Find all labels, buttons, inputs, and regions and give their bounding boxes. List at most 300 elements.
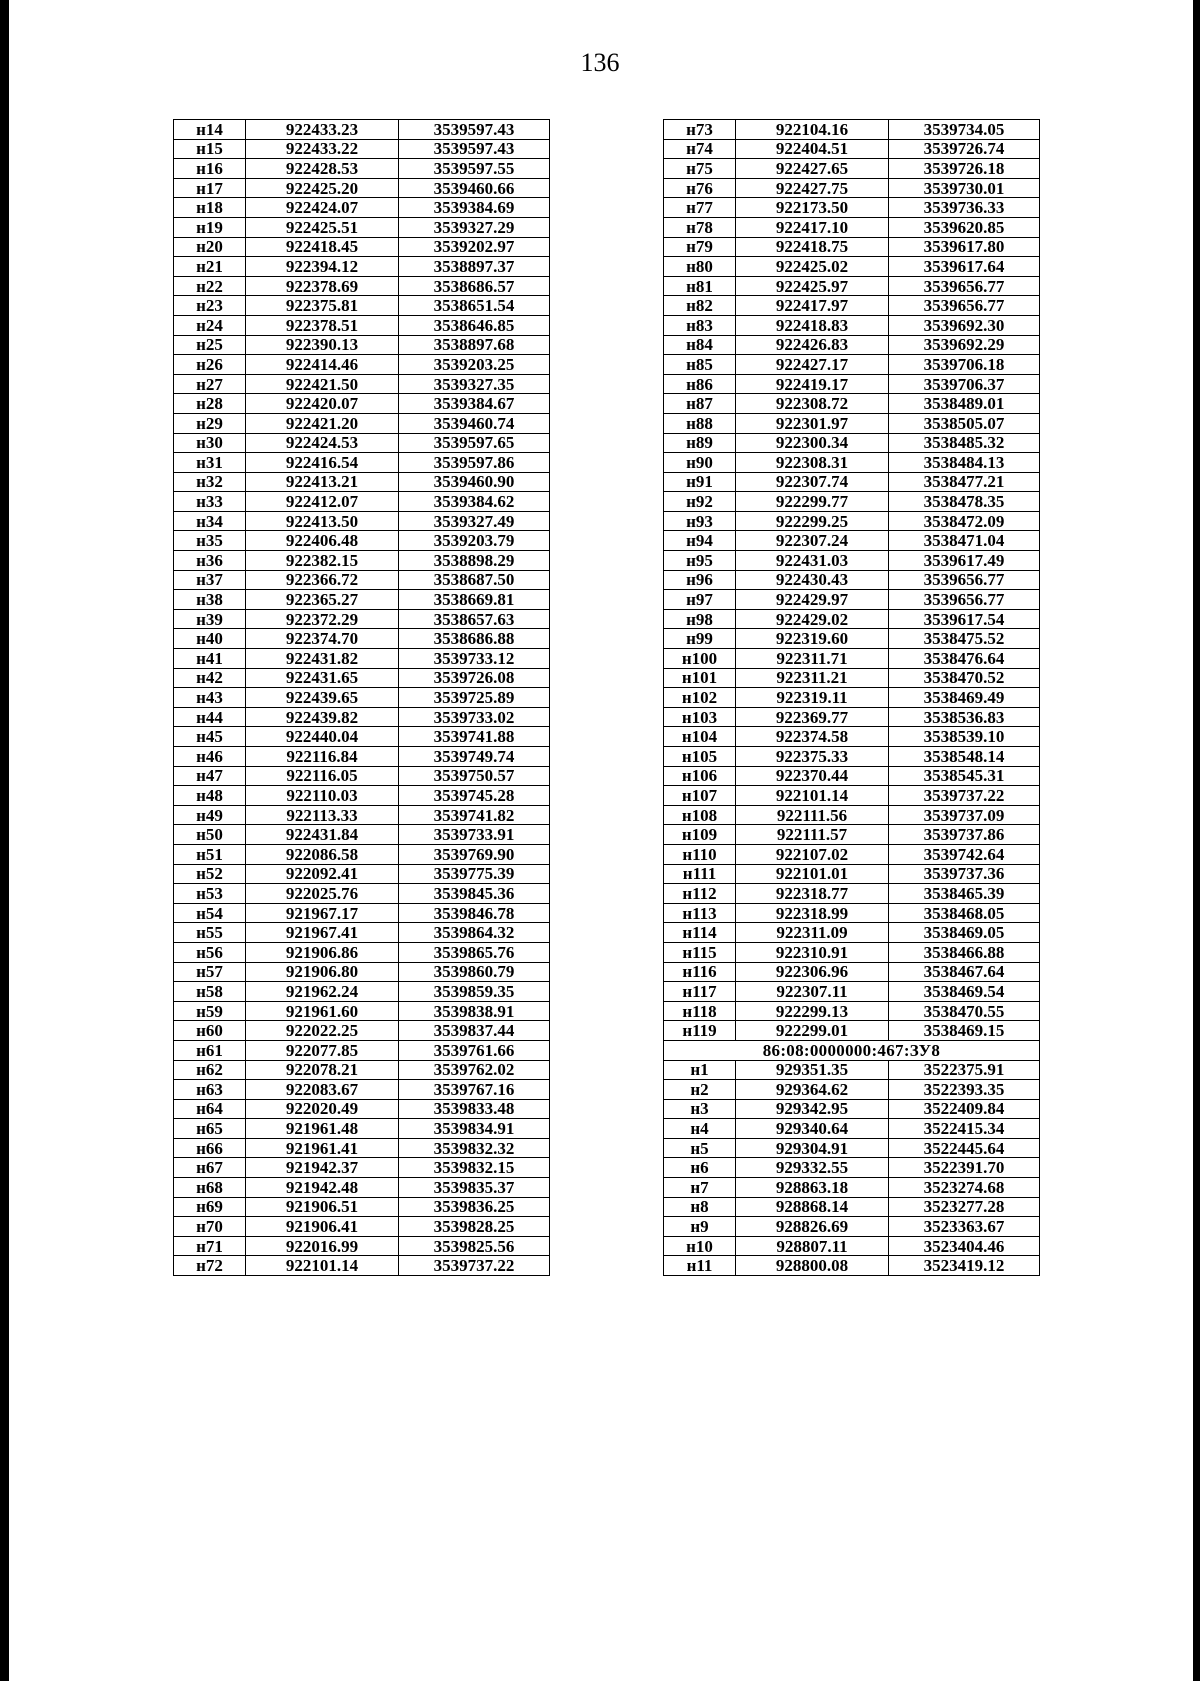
y-coordinate-cell: 3539733.91 — [399, 825, 550, 845]
point-number-cell: н41 — [174, 649, 246, 669]
x-coordinate-cell: 921906.80 — [246, 962, 399, 982]
table-row — [174, 453, 550, 473]
table-row — [174, 766, 550, 786]
point-number-cell: н25 — [174, 335, 246, 355]
x-coordinate-cell: 922116.05 — [246, 766, 399, 786]
point-number-cell: н92 — [664, 492, 736, 512]
x-coordinate-cell: 929340.64 — [736, 1119, 889, 1139]
y-coordinate-cell: 3539838.91 — [399, 1001, 550, 1021]
point-number-cell: н63 — [174, 1080, 246, 1100]
x-coordinate-cell: 922378.69 — [246, 276, 399, 296]
table-row — [664, 217, 1040, 237]
table-row — [174, 884, 550, 904]
y-coordinate-cell: 3539835.37 — [399, 1178, 550, 1198]
x-coordinate-cell: 922390.13 — [246, 335, 399, 355]
y-coordinate-cell: 3538687.50 — [399, 570, 550, 590]
x-coordinate-cell: 922078.21 — [246, 1060, 399, 1080]
table-row — [174, 825, 550, 845]
y-coordinate-cell: 3522393.35 — [889, 1080, 1040, 1100]
x-coordinate-cell: 921906.41 — [246, 1217, 399, 1237]
table-row — [664, 237, 1040, 257]
y-coordinate-cell: 3539726.74 — [889, 139, 1040, 159]
point-number-cell: н37 — [174, 570, 246, 590]
point-number-cell: н46 — [174, 747, 246, 767]
y-coordinate-cell: 3539749.74 — [399, 747, 550, 767]
table-row — [664, 1217, 1040, 1237]
table-row — [174, 139, 550, 159]
point-number-cell: н93 — [664, 511, 736, 531]
x-coordinate-cell: 922101.14 — [246, 1256, 399, 1276]
point-number-cell: н47 — [174, 766, 246, 786]
table-row — [664, 1119, 1040, 1139]
table-row — [664, 472, 1040, 492]
point-number-cell: н19 — [174, 217, 246, 237]
point-number-cell: н71 — [174, 1236, 246, 1256]
point-number-cell: н33 — [174, 492, 246, 512]
table-row — [174, 747, 550, 767]
y-coordinate-cell: 3538686.88 — [399, 629, 550, 649]
point-number-cell: н5 — [664, 1138, 736, 1158]
y-coordinate-cell: 3539737.22 — [399, 1256, 550, 1276]
point-number-cell: н42 — [174, 668, 246, 688]
table-row — [664, 786, 1040, 806]
y-coordinate-cell: 3538468.05 — [889, 903, 1040, 923]
y-coordinate-cell: 3538489.01 — [889, 394, 1040, 414]
point-number-cell: н44 — [174, 707, 246, 727]
x-coordinate-cell: 922116.84 — [246, 747, 399, 767]
point-number-cell: н99 — [664, 629, 736, 649]
point-number-cell: н119 — [664, 1021, 736, 1041]
point-number-cell: н61 — [174, 1040, 246, 1060]
y-coordinate-cell: 3538469.54 — [889, 982, 1040, 1002]
x-coordinate-cell: 922104.16 — [736, 120, 889, 140]
point-number-cell: н87 — [664, 394, 736, 414]
x-coordinate-cell: 922406.48 — [246, 531, 399, 551]
y-coordinate-cell: 3538657.63 — [399, 609, 550, 629]
point-number-cell: н52 — [174, 864, 246, 884]
y-coordinate-cell: 3523363.67 — [889, 1217, 1040, 1237]
table-row — [174, 629, 550, 649]
y-coordinate-cell: 3539775.39 — [399, 864, 550, 884]
y-coordinate-cell: 3539741.82 — [399, 805, 550, 825]
y-coordinate-cell: 3539384.62 — [399, 492, 550, 512]
table-row — [664, 649, 1040, 669]
x-coordinate-cell: 922107.02 — [736, 844, 889, 864]
table-row — [664, 688, 1040, 708]
table-row — [664, 335, 1040, 355]
table-row — [174, 1158, 550, 1178]
y-coordinate-cell: 3539750.57 — [399, 766, 550, 786]
table-row — [664, 884, 1040, 904]
y-coordinate-cell: 3539734.05 — [889, 120, 1040, 140]
point-number-cell: н101 — [664, 668, 736, 688]
x-coordinate-cell: 922425.02 — [736, 257, 889, 277]
table-row — [174, 570, 550, 590]
x-coordinate-cell: 922311.09 — [736, 923, 889, 943]
y-coordinate-cell: 3538536.83 — [889, 707, 1040, 727]
table-row — [664, 1060, 1040, 1080]
x-coordinate-cell: 921967.41 — [246, 923, 399, 943]
point-number-cell: н45 — [174, 727, 246, 747]
x-coordinate-cell: 922433.22 — [246, 139, 399, 159]
x-coordinate-cell: 922020.49 — [246, 1099, 399, 1119]
table-row — [664, 727, 1040, 747]
x-coordinate-cell: 922301.97 — [736, 413, 889, 433]
table-row — [664, 492, 1040, 512]
table-row — [174, 159, 550, 179]
x-coordinate-cell: 921962.24 — [246, 982, 399, 1002]
table-row — [174, 942, 550, 962]
x-coordinate-cell: 922421.50 — [246, 374, 399, 394]
table-row — [664, 1099, 1040, 1119]
point-number-cell: н10 — [664, 1236, 736, 1256]
point-number-cell: н43 — [174, 688, 246, 708]
y-coordinate-cell: 3539859.35 — [399, 982, 550, 1002]
x-coordinate-cell: 922439.82 — [246, 707, 399, 727]
x-coordinate-cell: 922429.97 — [736, 590, 889, 610]
x-coordinate-cell: 922394.12 — [246, 257, 399, 277]
x-coordinate-cell: 922366.72 — [246, 570, 399, 590]
point-number-cell: н57 — [174, 962, 246, 982]
table-row — [174, 1080, 550, 1100]
y-coordinate-cell: 3539384.67 — [399, 394, 550, 414]
x-coordinate-cell: 922299.13 — [736, 1001, 889, 1021]
x-coordinate-cell: 922101.01 — [736, 864, 889, 884]
y-coordinate-cell: 3538686.57 — [399, 276, 550, 296]
table-row — [174, 1040, 550, 1060]
table-row — [664, 374, 1040, 394]
point-number-cell: н118 — [664, 1001, 736, 1021]
coordinates-table-left — [173, 119, 550, 1276]
point-number-cell: н108 — [664, 805, 736, 825]
point-number-cell: н20 — [174, 237, 246, 257]
point-number-cell: н69 — [174, 1197, 246, 1217]
table-row — [664, 844, 1040, 864]
y-coordinate-cell: 3539737.09 — [889, 805, 1040, 825]
point-number-cell: н35 — [174, 531, 246, 551]
x-coordinate-cell: 922417.10 — [736, 217, 889, 237]
y-coordinate-cell: 3539656.77 — [889, 570, 1040, 590]
y-coordinate-cell: 3539620.85 — [889, 217, 1040, 237]
point-number-cell: н6 — [664, 1158, 736, 1178]
point-number-cell: н11 — [664, 1256, 736, 1276]
y-coordinate-cell: 3539742.64 — [889, 844, 1040, 864]
y-coordinate-cell: 3523274.68 — [889, 1178, 1040, 1198]
point-number-cell: н85 — [664, 355, 736, 375]
y-coordinate-cell: 3539834.91 — [399, 1119, 550, 1139]
x-coordinate-cell: 922431.82 — [246, 649, 399, 669]
x-coordinate-cell: 928863.18 — [736, 1178, 889, 1198]
point-number-cell: н79 — [664, 237, 736, 257]
table-row — [174, 413, 550, 433]
x-coordinate-cell: 922077.85 — [246, 1040, 399, 1060]
point-number-cell: н1 — [664, 1060, 736, 1080]
point-number-cell: н117 — [664, 982, 736, 1002]
y-coordinate-cell: 3539767.16 — [399, 1080, 550, 1100]
point-number-cell: н21 — [174, 257, 246, 277]
point-number-cell: н105 — [664, 747, 736, 767]
point-number-cell: н90 — [664, 453, 736, 473]
point-number-cell: н103 — [664, 707, 736, 727]
x-coordinate-cell: 922419.17 — [736, 374, 889, 394]
x-coordinate-cell: 922016.99 — [246, 1236, 399, 1256]
y-coordinate-cell: 3539384.69 — [399, 198, 550, 218]
x-coordinate-cell: 922307.24 — [736, 531, 889, 551]
y-coordinate-cell: 3539769.90 — [399, 844, 550, 864]
point-number-cell: н59 — [174, 1001, 246, 1021]
y-coordinate-cell: 3539327.49 — [399, 511, 550, 531]
table-row — [174, 982, 550, 1002]
point-number-cell: н7 — [664, 1178, 736, 1198]
point-number-cell: н55 — [174, 923, 246, 943]
x-coordinate-cell: 929364.62 — [736, 1080, 889, 1100]
x-coordinate-cell: 922308.72 — [736, 394, 889, 414]
x-coordinate-cell: 922427.17 — [736, 355, 889, 375]
table-row — [664, 825, 1040, 845]
y-coordinate-cell: 3539865.76 — [399, 942, 550, 962]
point-number-cell: н109 — [664, 825, 736, 845]
point-number-cell: н17 — [174, 178, 246, 198]
x-coordinate-cell: 921942.37 — [246, 1158, 399, 1178]
table-row — [174, 1236, 550, 1256]
y-coordinate-cell: 3539597.43 — [399, 120, 550, 140]
point-number-cell: н2 — [664, 1080, 736, 1100]
x-coordinate-cell: 921942.48 — [246, 1178, 399, 1198]
table-row — [664, 668, 1040, 688]
point-number-cell: н24 — [174, 315, 246, 335]
point-number-cell: н15 — [174, 139, 246, 159]
x-coordinate-cell: 922431.03 — [736, 551, 889, 571]
point-number-cell: н98 — [664, 609, 736, 629]
point-number-cell: н104 — [664, 727, 736, 747]
table-row — [664, 511, 1040, 531]
table-row — [174, 649, 550, 669]
table-row — [174, 433, 550, 453]
y-coordinate-cell: 3539737.36 — [889, 864, 1040, 884]
point-number-cell: н16 — [174, 159, 246, 179]
x-coordinate-cell: 922424.53 — [246, 433, 399, 453]
y-coordinate-cell: 3538505.07 — [889, 413, 1040, 433]
point-number-cell: н54 — [174, 903, 246, 923]
x-coordinate-cell: 922420.07 — [246, 394, 399, 414]
x-coordinate-cell: 928826.69 — [736, 1217, 889, 1237]
y-coordinate-cell: 3539730.01 — [889, 178, 1040, 198]
table-row — [664, 139, 1040, 159]
table-row — [174, 903, 550, 923]
table-row — [174, 394, 550, 414]
x-coordinate-cell: 921961.60 — [246, 1001, 399, 1021]
y-coordinate-cell: 3539460.74 — [399, 413, 550, 433]
y-coordinate-cell: 3539656.77 — [889, 590, 1040, 610]
x-coordinate-cell: 922416.54 — [246, 453, 399, 473]
table-row — [664, 394, 1040, 414]
x-coordinate-cell: 929351.35 — [736, 1060, 889, 1080]
point-number-cell: н28 — [174, 394, 246, 414]
y-coordinate-cell: 3539733.12 — [399, 649, 550, 669]
table-row — [664, 453, 1040, 473]
table-row — [174, 296, 550, 316]
table-row — [174, 1256, 550, 1276]
point-number-cell: н39 — [174, 609, 246, 629]
y-coordinate-cell: 3539617.80 — [889, 237, 1040, 257]
table-row — [174, 198, 550, 218]
x-coordinate-cell: 922111.56 — [736, 805, 889, 825]
x-coordinate-cell: 922374.70 — [246, 629, 399, 649]
x-coordinate-cell: 922425.97 — [736, 276, 889, 296]
x-coordinate-cell: 929304.91 — [736, 1138, 889, 1158]
table-row — [174, 688, 550, 708]
y-coordinate-cell: 3539203.25 — [399, 355, 550, 375]
table-row — [174, 355, 550, 375]
table-row — [664, 942, 1040, 962]
x-coordinate-cell: 922417.97 — [736, 296, 889, 316]
y-coordinate-cell: 3539836.25 — [399, 1197, 550, 1217]
table-row — [174, 805, 550, 825]
y-coordinate-cell: 3539833.48 — [399, 1099, 550, 1119]
table-row — [174, 1001, 550, 1021]
y-coordinate-cell: 3539597.65 — [399, 433, 550, 453]
table-row — [174, 864, 550, 884]
y-coordinate-cell: 3539597.86 — [399, 453, 550, 473]
table-row — [664, 1256, 1040, 1276]
y-coordinate-cell: 3539692.30 — [889, 315, 1040, 335]
x-coordinate-cell: 922378.51 — [246, 315, 399, 335]
y-coordinate-cell: 3538897.68 — [399, 335, 550, 355]
x-coordinate-cell: 922424.07 — [246, 198, 399, 218]
x-coordinate-cell: 922425.20 — [246, 178, 399, 198]
y-coordinate-cell: 3522445.64 — [889, 1138, 1040, 1158]
y-coordinate-cell: 3539837.44 — [399, 1021, 550, 1041]
y-coordinate-cell: 3539617.49 — [889, 551, 1040, 571]
x-coordinate-cell: 922307.11 — [736, 982, 889, 1002]
table-row — [664, 1138, 1040, 1158]
table-row — [664, 864, 1040, 884]
table-row — [174, 257, 550, 277]
x-coordinate-cell: 922110.03 — [246, 786, 399, 806]
cadastral-number-label: 86:08:0000000:467:ЗУ8 — [664, 1040, 1040, 1060]
point-number-cell: н60 — [174, 1021, 246, 1041]
point-number-cell: н9 — [664, 1217, 736, 1237]
x-coordinate-cell: 922429.02 — [736, 609, 889, 629]
y-coordinate-cell: 3522375.91 — [889, 1060, 1040, 1080]
table-row — [664, 982, 1040, 1002]
point-number-cell: н95 — [664, 551, 736, 571]
y-coordinate-cell: 3539726.18 — [889, 159, 1040, 179]
table-row — [174, 551, 550, 571]
table-row — [174, 1138, 550, 1158]
point-number-cell: н3 — [664, 1099, 736, 1119]
point-number-cell: н94 — [664, 531, 736, 551]
point-number-cell: н83 — [664, 315, 736, 335]
point-number-cell: н27 — [174, 374, 246, 394]
y-coordinate-cell: 3538669.81 — [399, 590, 550, 610]
point-number-cell: н86 — [664, 374, 736, 394]
point-number-cell: н68 — [174, 1178, 246, 1198]
table-row — [664, 707, 1040, 727]
point-number-cell: н34 — [174, 511, 246, 531]
point-number-cell: н51 — [174, 844, 246, 864]
point-number-cell: н106 — [664, 766, 736, 786]
x-coordinate-cell: 922426.83 — [736, 335, 889, 355]
point-number-cell: н72 — [174, 1256, 246, 1276]
point-number-cell: н8 — [664, 1197, 736, 1217]
y-coordinate-cell: 3539726.08 — [399, 668, 550, 688]
x-coordinate-cell: 922111.57 — [736, 825, 889, 845]
table-row — [664, 590, 1040, 610]
table-row — [664, 276, 1040, 296]
x-coordinate-cell: 922306.96 — [736, 962, 889, 982]
point-number-cell: н111 — [664, 864, 736, 884]
y-coordinate-cell: 3538472.09 — [889, 511, 1040, 531]
table-row — [174, 727, 550, 747]
point-number-cell: н96 — [664, 570, 736, 590]
x-coordinate-cell: 921961.48 — [246, 1119, 399, 1139]
x-coordinate-cell: 922311.71 — [736, 649, 889, 669]
table-row — [664, 962, 1040, 982]
point-number-cell: н75 — [664, 159, 736, 179]
point-number-cell: н73 — [664, 120, 736, 140]
x-coordinate-cell: 922439.65 — [246, 688, 399, 708]
x-coordinate-cell: 929332.55 — [736, 1158, 889, 1178]
point-number-cell: н100 — [664, 649, 736, 669]
y-coordinate-cell: 3539706.37 — [889, 374, 1040, 394]
table-row — [664, 120, 1040, 140]
point-number-cell: н18 — [174, 198, 246, 218]
y-coordinate-cell: 3539692.29 — [889, 335, 1040, 355]
point-number-cell: н49 — [174, 805, 246, 825]
y-coordinate-cell: 3539832.32 — [399, 1138, 550, 1158]
x-coordinate-cell: 922414.46 — [246, 355, 399, 375]
y-coordinate-cell: 3539617.54 — [889, 609, 1040, 629]
table-row — [664, 805, 1040, 825]
y-coordinate-cell: 3538898.29 — [399, 551, 550, 571]
table-row — [664, 1158, 1040, 1178]
point-number-cell: н110 — [664, 844, 736, 864]
point-number-cell: н89 — [664, 433, 736, 453]
point-number-cell: н112 — [664, 884, 736, 904]
page-number: 136 — [580, 48, 620, 77]
table-row — [174, 1217, 550, 1237]
y-coordinate-cell: 3539327.29 — [399, 217, 550, 237]
point-number-cell: н64 — [174, 1099, 246, 1119]
y-coordinate-cell: 3538469.15 — [889, 1021, 1040, 1041]
point-number-cell: н70 — [174, 1217, 246, 1237]
table-row — [664, 747, 1040, 767]
x-coordinate-cell: 922113.33 — [246, 805, 399, 825]
point-number-cell: н76 — [664, 178, 736, 198]
x-coordinate-cell: 922433.23 — [246, 120, 399, 140]
x-coordinate-cell: 922307.74 — [736, 472, 889, 492]
table-row — [174, 315, 550, 335]
table-row — [174, 531, 550, 551]
y-coordinate-cell: 3539860.79 — [399, 962, 550, 982]
x-coordinate-cell: 922413.50 — [246, 511, 399, 531]
table-row — [174, 1060, 550, 1080]
x-coordinate-cell: 922083.67 — [246, 1080, 399, 1100]
table-row — [664, 1197, 1040, 1217]
x-coordinate-cell: 922375.33 — [736, 747, 889, 767]
point-number-cell: н14 — [174, 120, 246, 140]
x-coordinate-cell: 922382.15 — [246, 551, 399, 571]
scan-right-edge — [1193, 0, 1200, 1681]
table-row — [664, 903, 1040, 923]
table-row — [664, 551, 1040, 571]
y-coordinate-cell: 3539725.89 — [399, 688, 550, 708]
table-row — [664, 257, 1040, 277]
table-row — [174, 120, 550, 140]
y-coordinate-cell: 3539327.35 — [399, 374, 550, 394]
table-row — [664, 1178, 1040, 1198]
